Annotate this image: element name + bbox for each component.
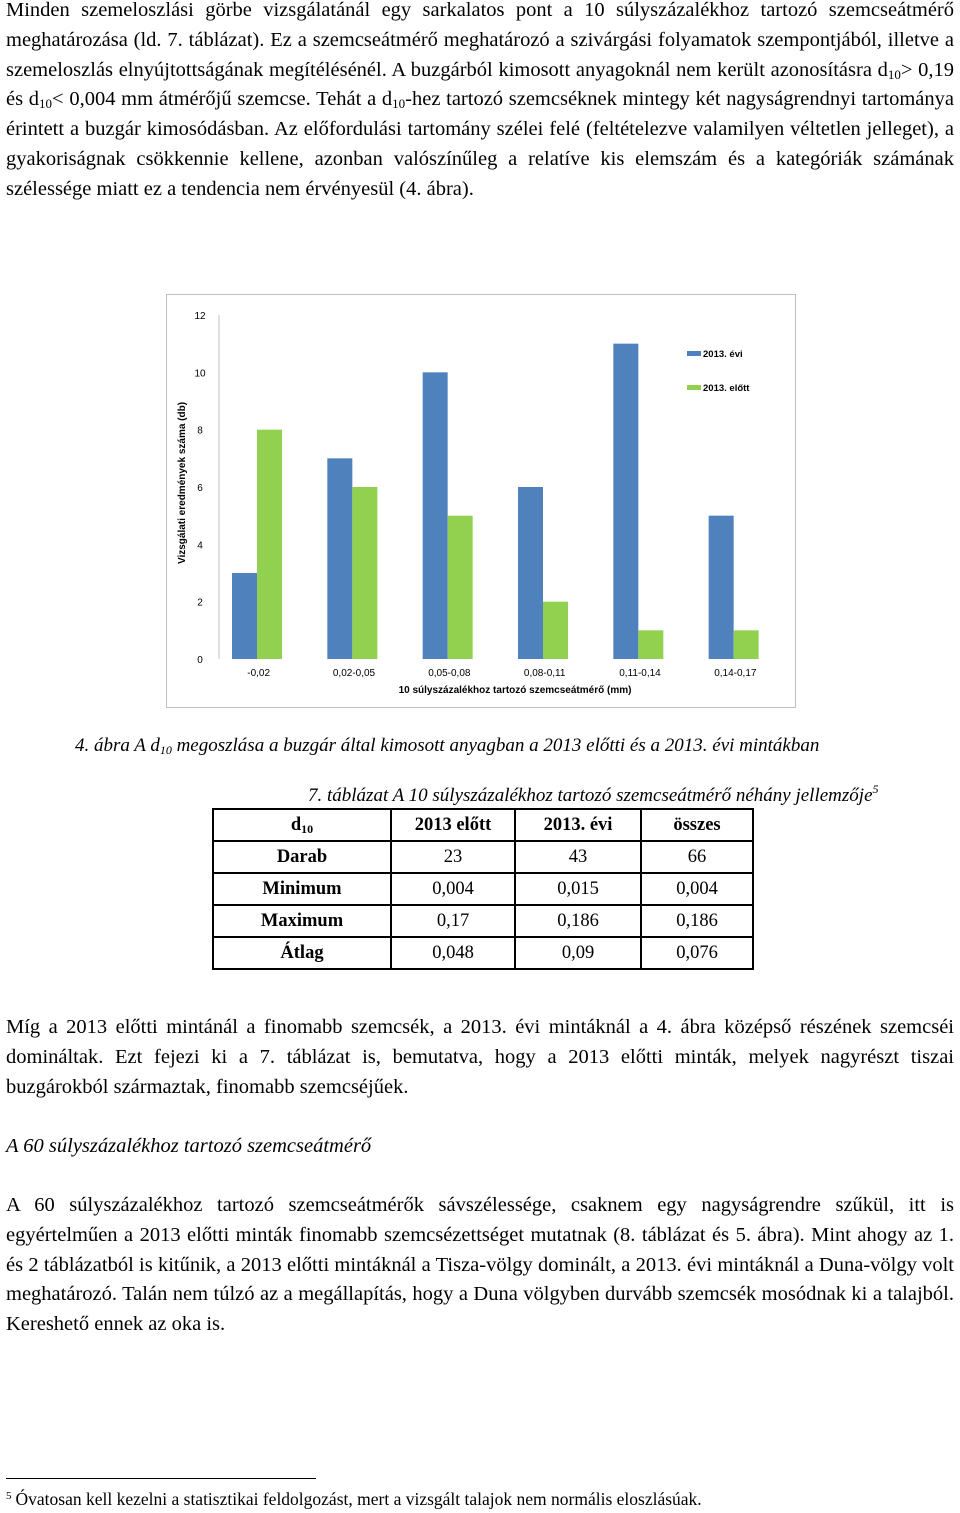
x-tick-label: 0,14-0,17 [714,668,757,679]
table-caption [308,784,879,808]
footnote-mark: 5 [6,1490,12,1502]
table-row [213,873,753,905]
x-tick-label: -0,02 [247,668,271,679]
table-cell: 0,186 [641,905,753,937]
table-cell: 43 [515,841,641,873]
bar-series-1 [327,458,352,659]
footnote-divider [6,1478,316,1479]
x-axis-label: 10 súlyszázalékhoz tartozó szemcseátmérő (mm) [398,685,632,696]
footnote-text: Óvatosan kell kezelni a statisztikai feldolgozást, mert a vizsgált talajok nem normális eloszlásúak. [15,1489,702,1509]
bar-series-2 [638,630,663,659]
table-header-cell: 2013 előtt [391,809,515,841]
table-row [213,937,753,969]
table-cell: 66 [641,841,753,873]
footnote-mark: 5 [872,782,879,796]
y-tick-label: 12 [194,311,206,322]
subscript: 10 [39,96,53,112]
table-header-cell: 2013. évi [515,809,641,841]
paragraph-d60: A 60 súlyszázalékhoz tartozó szemcseátmérők sávszélessége, csaknem egy nagyságrendre szűkül, itt is egyértelműen a 2013 előtti minták finomabb szemcsézettséget mutatnak (8. táblázat és 5. ábra). Mint ahogy az 1. és 2 táblázatból is kitűnik, a 2013 előtti mintáknál a Tisza-völgy dominált, a 2013. évi mintáknál a Duna-völgy volt meghatározó. Talán nem túlzó az a megállapítás, hogy a Duna völgyben durvább szemcsék mosódnak ki a talajból. Kereshető ennek az oka is. [6,1194,954,1336]
table-cell: 0,186 [515,905,641,937]
text-span: > 0,19 és d [6,58,954,111]
text-span: 7. táblázat A 10 súlyszázalékhoz tartozó szemcseátmérő néhány jellemzője [308,785,873,806]
table-row-label: Maximum [213,905,391,937]
legend-swatch [687,351,701,356]
paragraph-d10-intro [6,0,954,205]
table-row-label: Darab [213,841,391,873]
y-tick-label: 2 [197,597,203,609]
text-span: < 0,004 mm átmérőjű szemcse. Tehát a d [52,88,393,111]
legend-label: 2013. előtt [703,383,750,394]
table-row-label: Átlag [213,937,391,969]
footnote [6,1487,702,1511]
table-row-label: Minimum [213,873,391,905]
y-tick-label: 8 [197,425,203,437]
paragraph-comparison: Míg a 2013 előtti mintánál a finomabb szemcsék, a 2013. évi mintáknál a 4. ábra középső részének szemcséi domináltak. Ezt fejezi ki a 7. táblázat is, bemutatva, hogy a 2013 előtti minták, melyek nagyrészt tiszai buzgárokból származtak, finomabb szemcséjűek. [6,1016,954,1098]
table-cell: 0,004 [391,873,515,905]
table-cell: 0,17 [391,905,515,937]
table-cell: 0,09 [515,937,641,969]
bar-series-1 [423,372,448,659]
x-tick-label: 0,11-0,14 [619,668,661,679]
y-axis-label: Vizsgálati eredmények száma (db) [177,401,188,565]
bar-series-1 [709,516,734,659]
bar-series-2 [448,516,473,659]
d10-statistics-table [212,808,754,970]
subscript: 10 [392,96,406,112]
table-cell: 0,015 [515,873,641,905]
text-span: Minden szemeloszlási görbe vizsgálatánál egy sarkalatos pont a 10 súlyszázalékhoz tartozó szemcseátmérő meghatározása (ld. 7. táblázat). Ez a szemcseátmérő meghatározó a szivárgási folyamatok szempontjából, illetve a szemeloszlás elnyújtottságának megítélésénél. A buzgárból kimosott anyagoknál nem került azonosításra d [6,0,954,81]
section-heading: A 60 súlyszázalékhoz tartozó szemcseátmérő [6,1135,372,1157]
figure-caption [75,734,819,758]
text-span: megoszlása a buzgár által kimosott anyagban a 2013 előtti és a 2013. évi mintákban [171,735,820,756]
table-cell: 23 [391,841,515,873]
subscript: 10 [159,743,172,757]
y-tick-label: 6 [197,483,203,494]
table-row [213,905,753,937]
text-span: d [290,814,302,835]
subscript: 10 [301,821,314,836]
table-cell: 0,076 [641,937,753,969]
y-tick-label: 10 [194,368,206,380]
table-cell: 0,048 [391,937,515,969]
table-header-row [213,809,753,841]
legend-swatch [687,385,701,390]
subscript: 10 [887,66,901,82]
table-header-cell: összes [641,809,753,841]
table-row [213,841,753,873]
x-tick-label: 0,08-0,11 [523,668,566,679]
table-cell: 0,004 [641,873,753,905]
bar-chart [166,294,796,708]
x-tick-label: 0,02-0,05 [332,668,376,679]
text-span: -hez tartozó szemcséknek mintegy két nagyságrendnyi tartománya érintett a buzgár kimosódásban. Az előfordulási tartomány szélei felé (feltételezve valamilyen véltetlen jelleget), a gyakoriságnak csökkennie kellene, azonban valószínűleg a relatíve kis elemszám és a kategóriák számának szélessége miatt ez a tendencia nem érvényesül (4. ábra). [6,88,955,200]
legend-label: 2013. évi [703,349,743,360]
bar-series-2 [257,430,282,659]
bar-series-2 [543,602,568,659]
bar-chart-svg [167,295,795,707]
text-span: 4. ábra A d [75,735,160,756]
y-tick-label: 4 [197,540,203,552]
bar-series-1 [518,487,543,659]
bar-series-2 [734,630,759,659]
bar-series-1 [232,573,257,659]
bar-series-1 [613,344,638,659]
x-tick-label: 0,05-0,08 [428,668,471,679]
bar-series-2 [352,487,377,659]
table-header-d10 [213,809,391,841]
y-tick-label: 0 [197,655,203,666]
